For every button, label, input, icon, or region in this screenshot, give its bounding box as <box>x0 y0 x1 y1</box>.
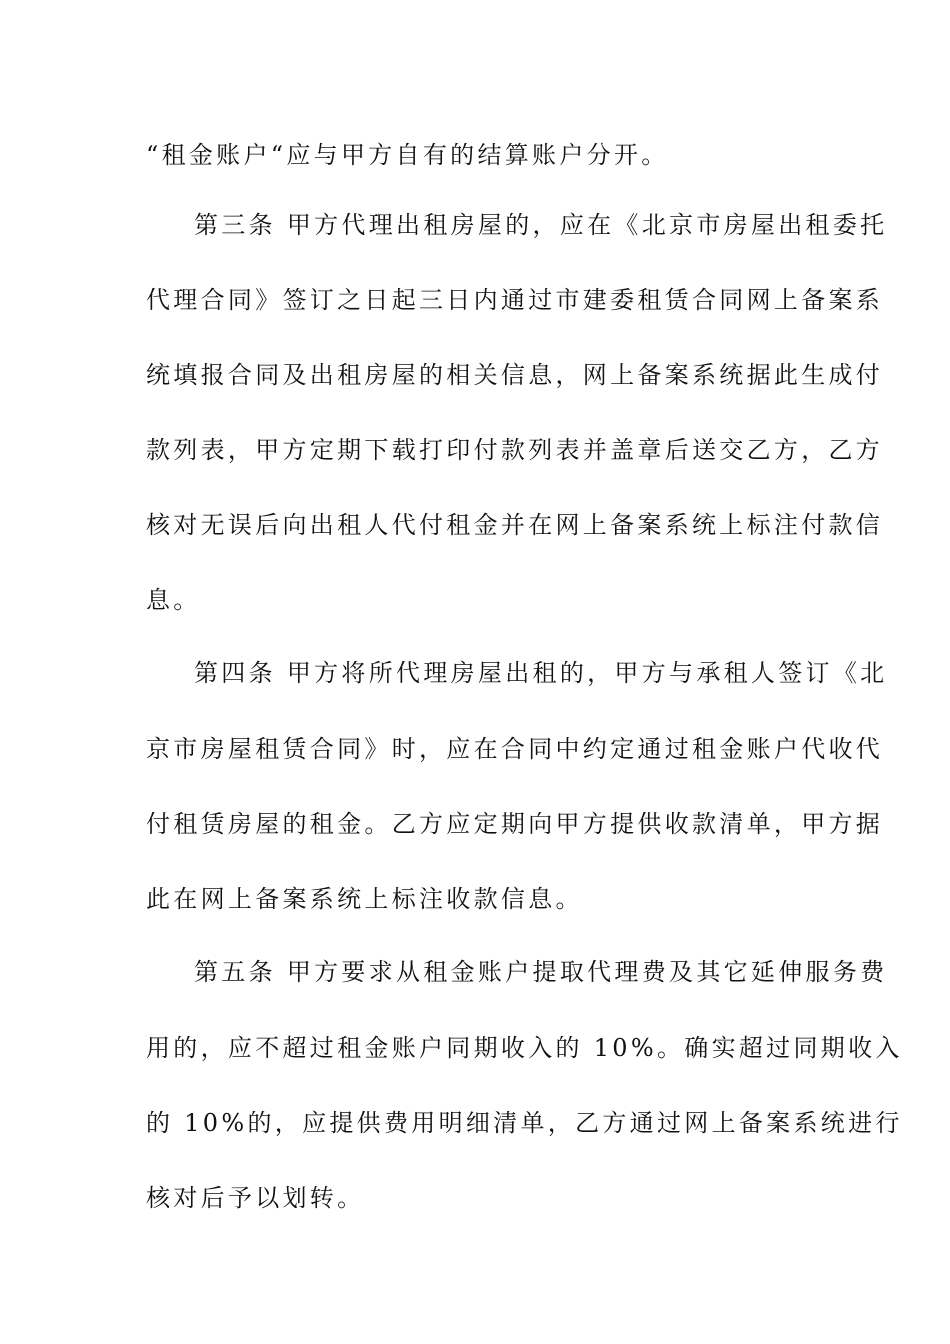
text-line: 代理合同》签订之日起三日内通过市建委租赁合同网上备案系 <box>146 286 884 314</box>
text-line: 付租赁房屋的租金。乙方应定期向甲方提供收款清单，甲方据 <box>146 810 884 838</box>
text-line: 息。 <box>146 586 201 614</box>
text-line: 核对无误后向出租人代付租金并在网上备案系统上标注付款信 <box>146 511 884 539</box>
article-5-heading-line: 第五条 甲方要求从租金账户提取代理费及其它延伸服务费 <box>194 958 888 986</box>
article-3-heading-line: 第三条 甲方代理出租房屋的，应在《北京市房屋出租委托 <box>194 211 888 239</box>
text-line: 京市房屋租赁合同》时，应在合同中约定通过租金账户代收代 <box>146 735 884 763</box>
article-4-heading-line: 第四条 甲方将所代理房屋出租的，甲方与承租人签订《北 <box>194 659 888 687</box>
text-line: “租金账户“应与甲方自有的结算账户分开。 <box>146 141 669 169</box>
text-line: 款列表，甲方定期下载打印付款列表并盖章后送交乙方，乙方 <box>146 436 884 464</box>
text-line: 的 10%的，应提供费用明细清单，乙方通过网上备案系统进行 <box>146 1109 903 1137</box>
text-line: 统填报合同及出租房屋的相关信息，网上备案系统据此生成付 <box>146 361 884 389</box>
text-line: 此在网上备案系统上标注收款信息。 <box>146 885 583 913</box>
text-line: 用的，应不超过租金账户同期收入的 10%。确实超过同期收入 <box>146 1034 903 1062</box>
text-line: 核对后予以划转。 <box>146 1184 365 1212</box>
